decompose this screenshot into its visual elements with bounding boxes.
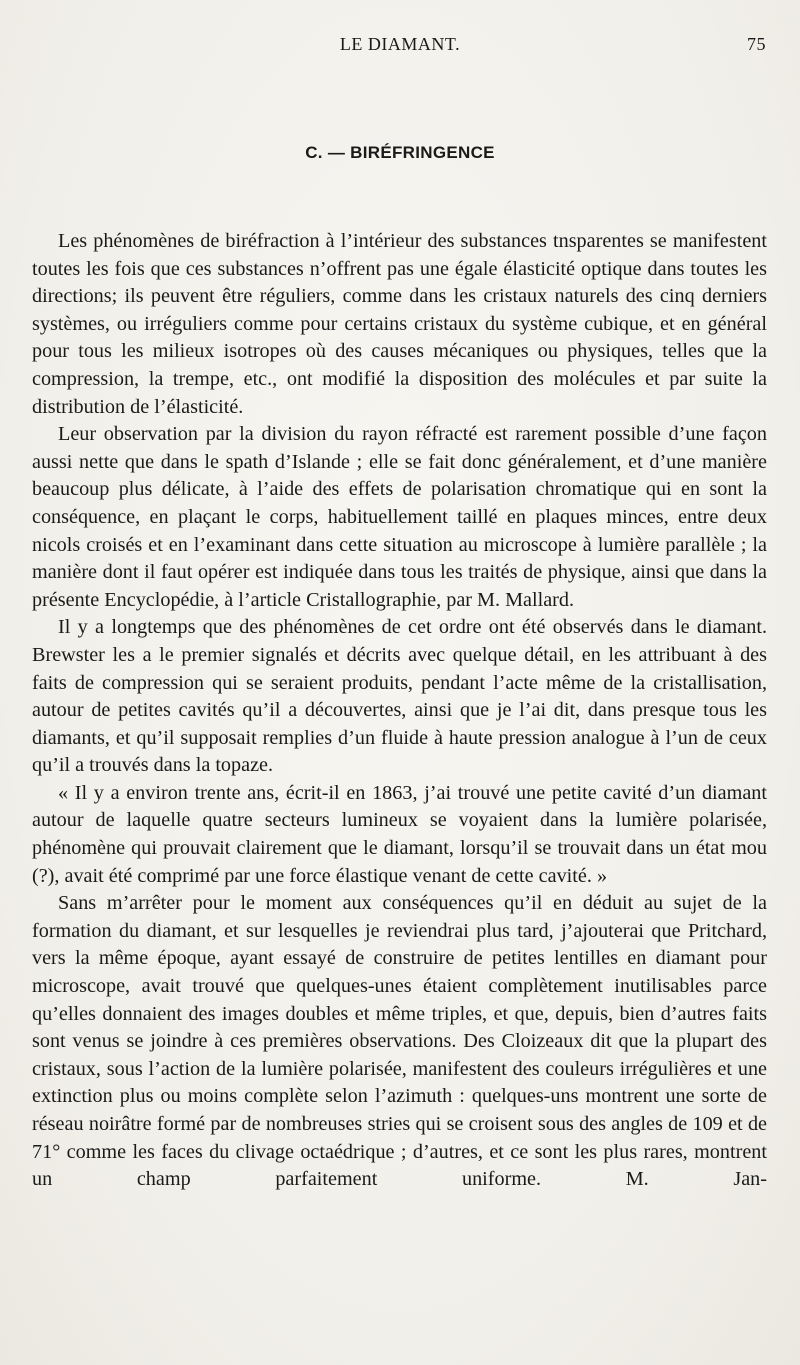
- section-heading: C. — BIRÉFRINGENCE: [305, 143, 495, 162]
- paragraph-pritchard-cloizeaux: Sans m’arrêter pour le moment aux conséquences qu’il en déduit au sujet de la formation du diamant, et sur lesquelles je reviendrai plus tard, j’ajouterai que Pritchard, vers la même époque, ayant essayé de construire de petites lentilles en diamant pour microscope, avait trouvé que quelques-unes étaient complètement inutilisables parce qu’elles donnaient des images doubles et même triples, et que, depuis, bien d’autres faits sont venus se joindre à ces premières observations. Des Cloizeaux dit que la plupart des cristaux, sous l’action de la lumière polarisée, manifestent des couleurs irrégulières et une extinction plus ou moins complète selon l’azimuth : quelques-uns montrent une sorte de réseau noirâtre formé par de nombreuses stries qui se croisent sous des angles de 109 et de 71° comme les faces du clivage octaédrique ; d’autres, et ce sont les plus rares, montrent un champ parfaitement uniforme. M. Jan-: [32, 892, 767, 1191]
- running-title: LE DIAMANT.: [339, 34, 461, 54]
- paragraph-observation-method: Leur observation par la division du rayon réfracté est rarement possible d’une façon aussi nette que dans le spath d’Islande ; elle se fait donc généralement, et d’une manière beaucoup plus délicate, à l’aide des effets de polarisation chromatique qui en sont la conséquence, en plaçant le corps, habituellement taillé en plaques minces, entre deux nicols croisés et en l’examinant dans cette situation au microscope à lumière parallèle ; la manière dont il faut opérer est indiquée dans tous les traités de physique, ainsi que dans la présente Encyclopédie, à l’article Cristallographie, par M. Mallard.: [32, 423, 767, 611]
- paragraph-brewster: Il y a longtemps que des phénomènes de cet ordre ont été observés dans le diamant. Brewster les a le premier signalés et décrits avec quelque détail, en les attribuant à des faits de compression qui se seraient produits, pendant l’acte même de la cristallisation, autour de petites cavités qu’il a découvertes, ainsi que je l’ai dit, dans presque tous les diamants, et qu’il supposait remplies d’un fluide à haute pression analogue à l’un de ceux qu’il a trouvés dans la topaze.: [32, 616, 767, 777]
- paragraph-brewster-quote: « Il y a environ trente ans, écrit-il en 1863, j’ai trouvé une petite cavité d’un diamant autour de laquelle quatre secteurs lumineux se voyaient dans la lumière polarisée, phénomène qui prouvait clairement que le diamant, lorsqu’il se trouvait dans un état mou (?), avait été comprimé par une force élastique venant de cette cavité. »: [32, 781, 767, 887]
- paragraph-birefraction-intro: Les phénomènes de biréfraction à l’intérieur des substances tnsparentes se manifestent toutes les fois que ces substances n’offrent pas une égale élasticité optique dans toutes les directions; ils peuvent être réguliers, comme dans les cristaux naturels des cinq derniers systèmes, ou irréguliers comme pour certains cristaux du système cubique, et en général pour tous les milieux isotropes où des causes mécaniques ou physiques, telles que la compression, la trempe, etc., ont modifié la disposition des molécules et par suite la distribution de l’élasticité.: [32, 230, 767, 418]
- body-text: [32, 228, 767, 1194]
- page-number: 75: [747, 34, 766, 54]
- running-head: [0, 30, 800, 58]
